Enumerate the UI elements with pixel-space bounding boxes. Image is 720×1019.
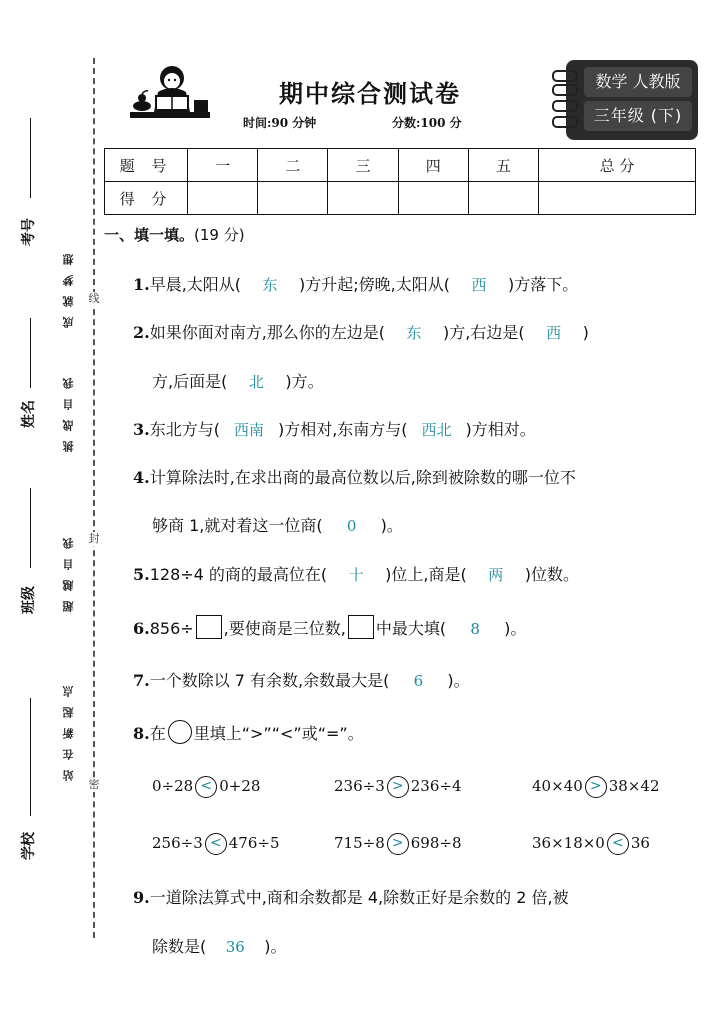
comparison-right: 0+28 (219, 777, 261, 795)
question-text: ,要使商是三位数, (223, 619, 346, 638)
question-text: )方升起;傍晚,太阳从( (299, 275, 451, 294)
binder-ring-icon (552, 70, 578, 82)
exam-no-label: 考号 (21, 218, 37, 246)
slogan-1: 成就梦想 (62, 244, 75, 328)
col-header: 一 (188, 149, 258, 182)
question-number: 6. (133, 619, 150, 638)
comparison-left: 40×40 (532, 777, 583, 795)
question-text: 里填上“>”“<”或“=”。 (193, 724, 364, 743)
question-2 (133, 320, 589, 343)
question-text: 方,后面是( (152, 372, 228, 391)
answer-blank[interactable]: 西北 (421, 421, 452, 439)
comparison-symbol[interactable]: > (585, 776, 607, 798)
slogan-2: 挑战自我 (62, 368, 75, 452)
comparison-left: 236÷3 (334, 777, 385, 795)
question-text: )位数。 (524, 565, 579, 584)
question-text: )。 (447, 671, 470, 690)
binder-ring-icon (552, 116, 578, 128)
score-cell[interactable] (398, 182, 468, 215)
score-cell[interactable] (468, 182, 538, 215)
question-number: 1. (133, 275, 150, 294)
name-label: 姓名 (21, 400, 37, 428)
school-line[interactable] (30, 698, 31, 816)
col-header-total: 总 分 (539, 149, 696, 182)
comparison-item (532, 776, 660, 798)
answer-blank[interactable]: 两 (488, 566, 504, 584)
question-text: 除数是( (152, 937, 207, 956)
question-text: )。 (504, 619, 527, 638)
exam-no-line[interactable] (30, 118, 31, 198)
school-label: 学校 (21, 832, 37, 860)
question-number: 7. (133, 671, 150, 690)
question-number: 8. (133, 724, 150, 743)
comparison-symbol[interactable]: < (607, 833, 629, 855)
answer-blank[interactable]: 8 (470, 620, 480, 638)
slogan-4: 站在新起点 (62, 676, 75, 781)
comparison-symbol[interactable]: < (195, 776, 217, 798)
binder-ring-icon (552, 100, 578, 112)
comparison-left: 256÷3 (152, 834, 203, 852)
comparison-symbol[interactable]: < (205, 833, 227, 855)
comparison-right: 38×42 (608, 777, 660, 795)
subject-edition: 数学 人教版 (584, 67, 692, 97)
question-text: )。 (380, 516, 403, 535)
question-1 (133, 272, 578, 295)
cut-mark-line: 线 (88, 292, 100, 305)
question-number: 4. (133, 468, 150, 487)
answer-blank[interactable]: 西 (471, 276, 487, 294)
question-text: 早晨,太阳从( (149, 275, 242, 294)
cut-mark-seal: 封 (88, 532, 100, 545)
slogan-3: 超越自我 (62, 528, 75, 612)
cut-line (93, 58, 95, 938)
comparison-left: 715÷8 (334, 834, 385, 852)
comparison-right: 476÷5 (228, 834, 280, 852)
comparison-symbol[interactable]: > (387, 833, 409, 855)
comparison-right: 236÷4 (410, 777, 462, 795)
comparison-left: 36×18×0 (532, 834, 605, 852)
section-points: (19 分) (194, 226, 245, 244)
question-5 (133, 562, 579, 585)
question-text: 够商 1,就对着这一位商( (152, 516, 323, 535)
answer-blank[interactable]: 十 (348, 566, 364, 584)
question-text: )方相对,东南方与( (277, 420, 408, 439)
subject-badge (566, 60, 698, 140)
comparison-item (334, 776, 462, 798)
col-header: 四 (398, 149, 468, 182)
question-9 (133, 885, 569, 908)
page-title: 期中综合测试卷 (279, 80, 461, 108)
question-text: 856÷ (149, 619, 194, 638)
score-table (104, 148, 696, 215)
question-text: )方,右边是( (443, 323, 525, 342)
question-number: 5. (133, 565, 150, 584)
digit-box[interactable] (348, 615, 374, 639)
section-title: 一、填一填。 (104, 226, 195, 244)
question-8 (133, 720, 364, 744)
answer-blank[interactable]: 36 (225, 938, 245, 956)
score-cell[interactable] (328, 182, 398, 215)
comparison-right: 36 (630, 834, 650, 852)
circle-icon (168, 720, 192, 744)
question-text: )方。 (285, 372, 324, 391)
col-header: 二 (258, 149, 328, 182)
answer-blank[interactable]: 东 (406, 324, 422, 342)
question-2-continued (152, 369, 324, 392)
score-table-header-row (105, 149, 696, 182)
answer-blank[interactable]: 西南 (233, 421, 264, 439)
question-9-continued (152, 934, 287, 957)
comparison-item (152, 776, 260, 798)
question-text: )位上,商是( (385, 565, 467, 584)
section-heading (104, 224, 245, 245)
col-header: 三 (328, 149, 398, 182)
question-text: )方相对。 (465, 420, 536, 439)
binder-ring-icon (552, 84, 578, 96)
question-text: 一个数除以 7 有余数,余数最大是( (149, 671, 390, 690)
question-text: 东北方与( (149, 420, 220, 439)
name-line[interactable] (30, 318, 31, 388)
comparison-item (334, 833, 462, 855)
comparison-left: 0÷28 (152, 777, 194, 795)
cut-mark-secret: 密 (88, 778, 100, 791)
grade-level: 三年级 (下) (584, 101, 692, 131)
comparison-item (532, 833, 650, 855)
digit-box[interactable] (196, 615, 222, 639)
answer-blank[interactable]: 北 (248, 373, 264, 391)
question-text: 128÷4 的商的最高位在( (149, 565, 328, 584)
question-4-continued (152, 513, 403, 536)
question-text: 中最大填( (375, 619, 447, 638)
class-label: 班级 (21, 586, 37, 614)
comparison-item (152, 833, 280, 855)
question-number: 2. (133, 323, 150, 342)
exam-time: 时间:90 分钟 (243, 116, 317, 130)
question-text: 计算除法时,在求出商的最高位数以后,除到被除数的哪一位不 (149, 468, 576, 487)
answer-blank[interactable]: 0 (346, 517, 357, 535)
exam-score: 分数:100 分 (392, 116, 462, 130)
question-4 (133, 465, 576, 488)
class-line[interactable] (30, 488, 31, 568)
question-text: 一道除法算式中,商和余数都是 4,除数正好是余数的 2 倍,被 (149, 888, 569, 907)
score-table-score-row (105, 182, 696, 215)
question-text: ) (582, 323, 589, 342)
reading-girl-icon (128, 62, 212, 120)
score-cell[interactable] (188, 182, 258, 215)
answer-blank[interactable]: 东 (262, 276, 278, 294)
question-text: 在 (149, 724, 166, 743)
binding-margin (0, 0, 100, 1019)
question-7 (133, 668, 470, 691)
question-number: 9. (133, 888, 150, 907)
comparison-right: 698÷8 (410, 834, 462, 852)
question-text: )方落下。 (508, 275, 579, 294)
col-header: 五 (468, 149, 538, 182)
answer-blank[interactable]: 西 (546, 324, 562, 342)
score-cell[interactable] (258, 182, 328, 215)
question-3 (133, 417, 536, 440)
comparison-row-2 (152, 833, 697, 863)
answer-blank[interactable]: 6 (413, 672, 424, 690)
question-6 (133, 615, 526, 639)
row-label-score: 得 分 (105, 182, 188, 215)
question-text: 如果你面对南方,那么你的左边是( (149, 323, 386, 342)
comparison-symbol[interactable]: > (387, 776, 409, 798)
score-cell-total[interactable] (539, 182, 696, 215)
row-label-question: 题 号 (105, 149, 188, 182)
comparison-row-1 (152, 776, 697, 806)
question-text: )。 (264, 937, 287, 956)
question-number: 3. (133, 420, 150, 439)
